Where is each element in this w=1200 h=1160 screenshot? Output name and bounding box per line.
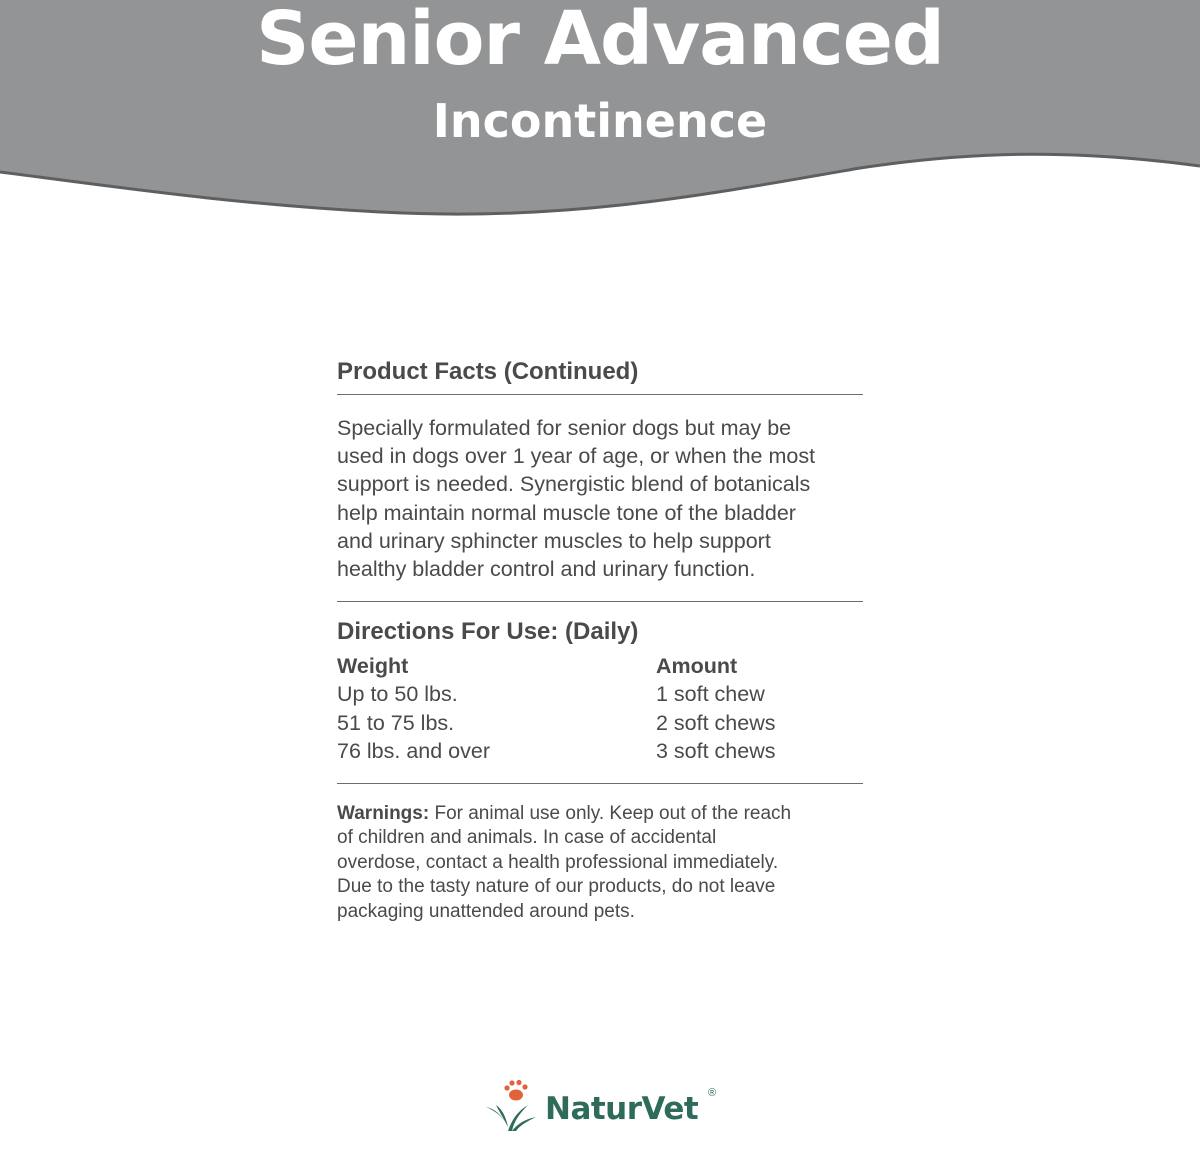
directions-heading: Directions For Use: (Daily) (337, 618, 639, 646)
weight-cell: 51 to 75 lbs. (337, 710, 455, 735)
dosage-table (337, 652, 863, 765)
naturvet-logo (482, 1075, 722, 1135)
description-line: and urinary sphincter muscles to help support (337, 528, 771, 553)
weight-column-header: Weight (337, 654, 409, 679)
description-line: help maintain normal muscle tone of the bladder (337, 500, 796, 525)
product-facts-panel (337, 352, 863, 924)
directions-section (337, 612, 863, 784)
description-line: Specially formulated for senior dogs but may be (337, 416, 792, 440)
amount-cell: 2 soft chews (656, 710, 776, 735)
header-banner (0, 0, 1200, 240)
description-line: used in dogs over 1 year of age, or when the most (337, 444, 816, 469)
paw-leaf-icon (482, 1075, 544, 1135)
description-line: support is needed. Synergistic blend of botanicals (337, 472, 811, 497)
product-facts-section (337, 352, 863, 602)
warnings-text (337, 802, 863, 924)
product-subtitle: Incontinence (432, 94, 768, 148)
warning-line: overdose, contact a health professional immediately. (337, 851, 779, 873)
product-title: Senior Advanced (256, 0, 944, 82)
warning-line: Due to the tasty nature of our products, do not leave (337, 876, 776, 898)
amount-cell: 1 soft chew (656, 682, 765, 707)
warnings-label: Warnings: (337, 803, 430, 825)
registered-mark: ® (708, 1087, 717, 1099)
warning-line: For animal use only. Keep out of the reach (429, 803, 792, 825)
warning-line: packaging unattended around pets. (337, 900, 635, 922)
warning-line: of children and animals. In case of accidental (337, 827, 717, 849)
product-facts-heading: Product Facts (Continued) (337, 358, 639, 385)
brand-name: NaturVet (545, 1091, 699, 1127)
weight-cell: Up to 50 lbs. (337, 682, 458, 707)
divider (337, 394, 863, 395)
weight-cell: 76 lbs. and over (337, 738, 490, 763)
divider (337, 601, 863, 602)
amount-column-header: Amount (656, 654, 738, 679)
amount-cell: 3 soft chews (656, 738, 776, 763)
divider (337, 783, 863, 784)
product-facts-description (337, 414, 863, 583)
description-line: healthy bladder control and urinary function. (337, 557, 756, 582)
